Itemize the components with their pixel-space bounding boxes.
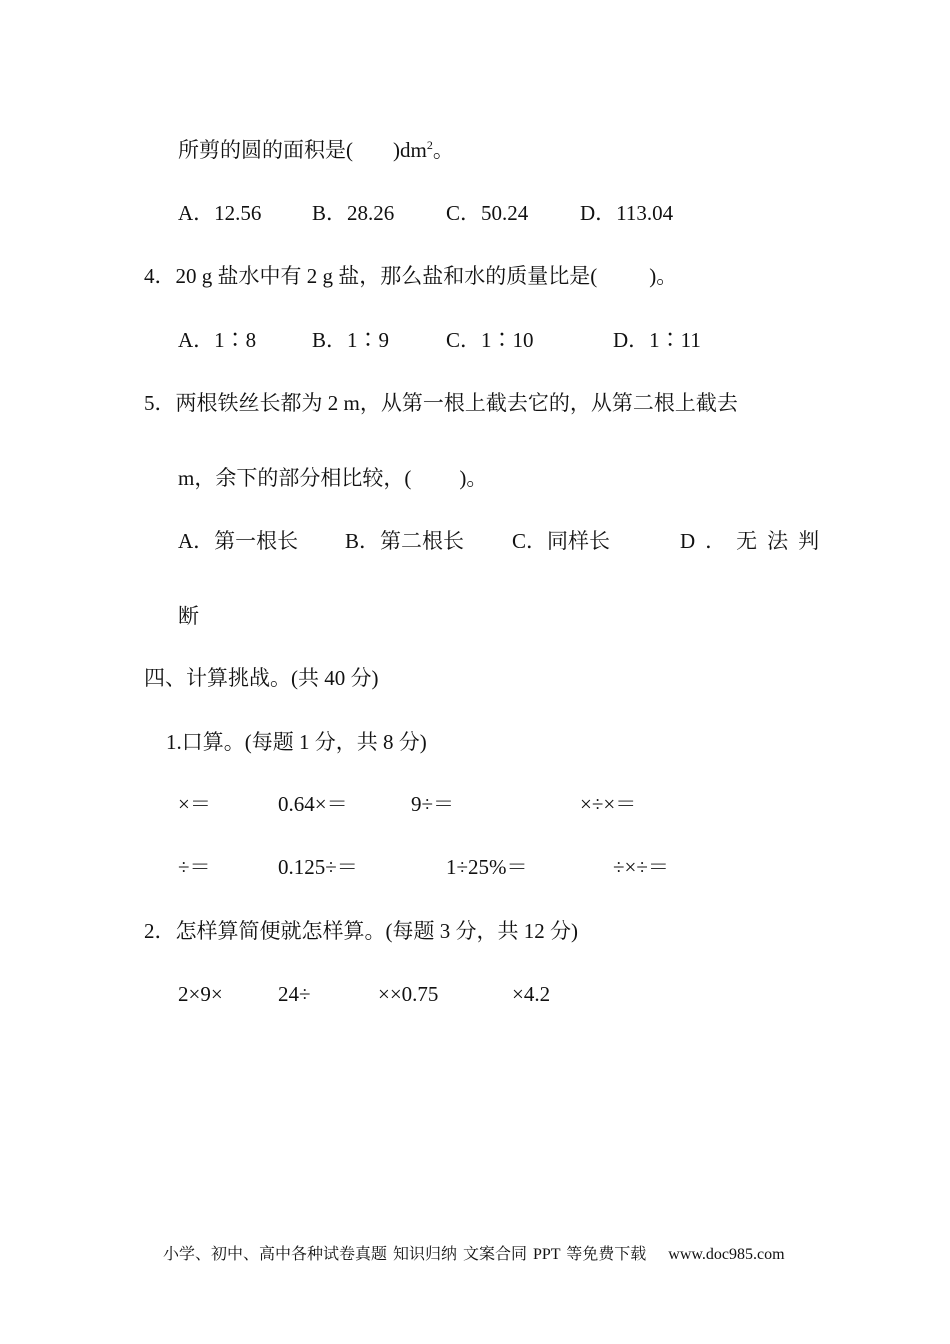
q3-unit-exponent: 2 [426, 138, 433, 152]
page-footer [163, 1243, 785, 1267]
q5-option-c[interactable]: C．同样长 [512, 529, 611, 553]
q4-stem [144, 261, 677, 291]
q3-text-post: )dm [393, 138, 427, 162]
q5-stem-line2 [178, 463, 487, 493]
mental-math-item: 0.125÷＝ [278, 855, 358, 879]
q3-option-c[interactable]: C．50.24 [446, 201, 529, 225]
q3-text-end: 。 [432, 138, 454, 162]
q3-text-pre: 所剪的圆的面积是( [178, 138, 353, 162]
section-4-title: 四、计算挑战。(共 40 分) [144, 666, 379, 690]
q5-text-pre: m，余下的部分相比较，( [178, 466, 412, 490]
q4-text-post: )。 [649, 264, 678, 288]
mental-math-item: ÷×÷＝ [613, 855, 669, 879]
footer-text: 小学、初中、高中各种试卷真题 知识归纳 文案合同 PPT 等免费下载 [163, 1246, 647, 1263]
q5-stem-line1: 5．两根铁丝长都为 2 m，从第一根上截去它的，从第二根上截去 [144, 391, 738, 415]
q5-option-b[interactable]: B．第二根长 [345, 529, 465, 553]
simplify-calc-item: 2×9× [178, 982, 223, 1006]
q3-option-a[interactable]: A．12.56 [178, 201, 262, 225]
q3-option-d[interactable]: D．113.04 [580, 201, 674, 225]
mental-math-item: ×＝ [178, 792, 211, 816]
mental-math-item: 1÷25%＝ [446, 855, 528, 879]
q5-option-d[interactable]: D．无法判 [680, 529, 830, 553]
q4-text-pre: 4．20 g 盐水中有 2 g 盐，那么盐和水的质量比是( [144, 264, 598, 288]
section-4-part-1-title: 1.口算。(每题 1 分，共 8 分) [166, 730, 427, 754]
simplify-calc-item: 24÷ [278, 982, 311, 1006]
simplify-calc-item: ×4.2 [512, 982, 551, 1006]
simplify-calc-item: ××0.75 [378, 982, 439, 1006]
footer-url[interactable]: www.doc985.com [668, 1246, 785, 1263]
mental-math-item: ×÷×＝ [580, 792, 637, 816]
q4-option-a[interactable]: A．1∶8 [178, 328, 257, 352]
mental-math-item: ÷＝ [178, 855, 211, 879]
mental-math-item: 9÷＝ [411, 792, 455, 816]
q5-text-post: )。 [459, 466, 488, 490]
q3-continuation [178, 135, 454, 165]
q4-option-c[interactable]: C．1∶10 [446, 328, 534, 352]
section-4-part-2-title: 2．怎样算简便就怎样算。(每题 3 分，共 12 分) [144, 919, 578, 943]
q3-option-b[interactable]: B．28.26 [312, 201, 395, 225]
q4-option-b[interactable]: B．1∶9 [312, 328, 390, 352]
q5-option-d-tail: 断 [178, 604, 199, 628]
q4-option-d[interactable]: D．1∶11 [613, 328, 701, 352]
mental-math-item: 0.64×＝ [278, 792, 348, 816]
q5-option-a[interactable]: A．第一根长 [178, 529, 299, 553]
